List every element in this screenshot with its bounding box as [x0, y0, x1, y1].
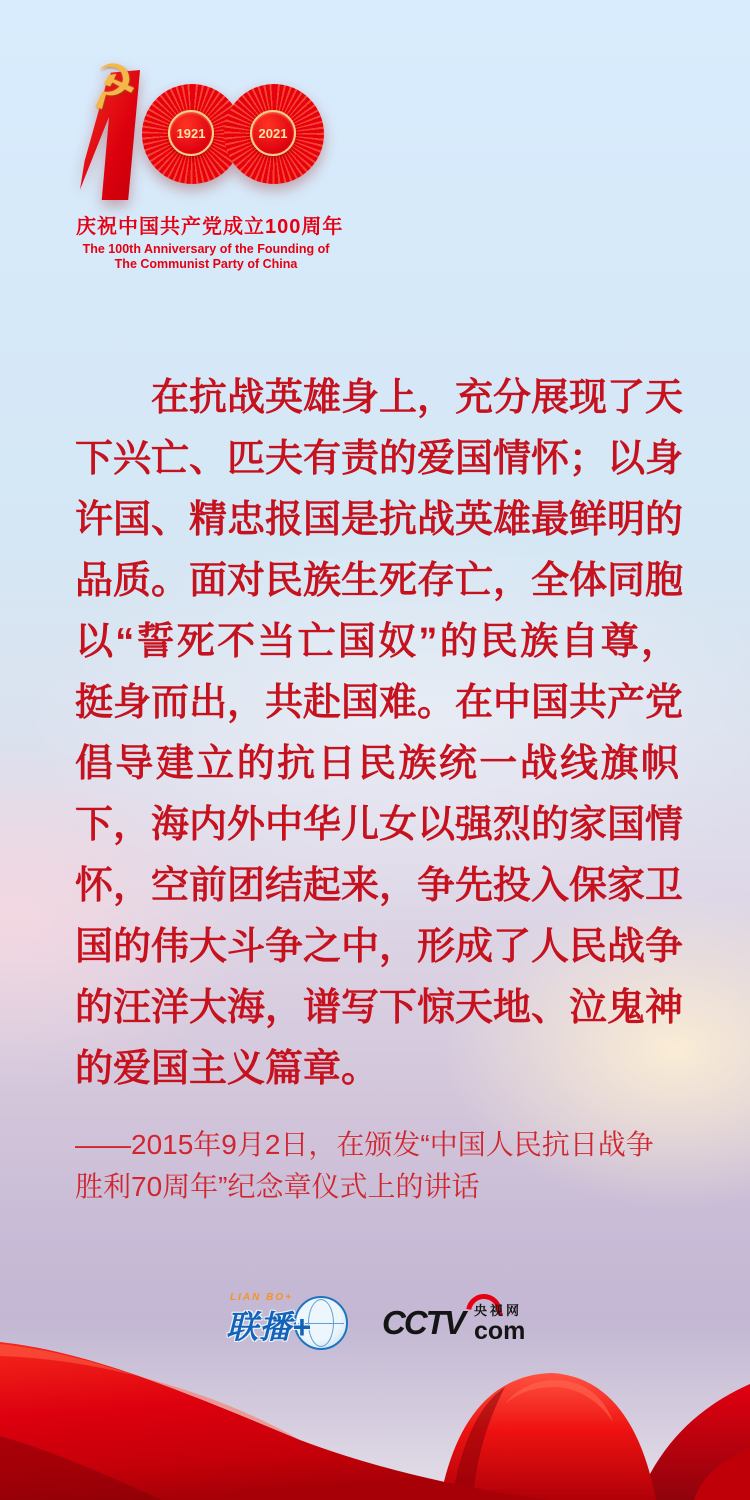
logo-title-cn: 庆祝中国共产党成立100周年: [76, 216, 344, 238]
year-1921-label: 1921: [176, 125, 206, 141]
lianbo-wordmark: 联播+: [226, 1309, 312, 1345]
quote-line: 下兴亡、匹夫有责的爱国情怀；以身: [75, 438, 684, 480]
red-silk-ribbon: [0, 1332, 750, 1500]
quote-line: 在抗战英雄身上，充分展现了天: [151, 377, 684, 419]
logo-title-en: [76, 242, 336, 272]
year-disc-1921: [168, 110, 214, 156]
year-2021-label: 2021: [258, 125, 288, 141]
quote-line: 品质。面对民族生死存亡，全体同胞: [75, 560, 684, 602]
cctv-site-name-cn: 央视网: [474, 1303, 523, 1318]
lianbo-tagline: LIAN BO+: [230, 1292, 293, 1303]
quote-line: 以“誓死不当亡国奴”的民族自尊，: [75, 621, 679, 663]
cctv-wordmark: CCTV: [382, 1304, 464, 1341]
year-disc-2021: [250, 110, 296, 156]
logo-title-en-line1: The 100th Anniversary of the Founding of: [82, 242, 330, 256]
quote-line: 的爱国主义篇章。: [75, 1048, 380, 1090]
cctv-domain: com: [474, 1317, 526, 1345]
quote-line: 国的伟大斗争之中，形成了人民战争: [75, 926, 684, 968]
attribution-line1: ——2015年9月2日，在颁发“中国人民抗日战争: [75, 1129, 654, 1160]
quote-block: [75, 368, 684, 1100]
quote-attribution: [75, 1124, 691, 1208]
quote-line: 挺身而出，共赴国难。在中国共产党: [75, 682, 684, 724]
quote-line: 怀，空前团结起来，争先投入保家卫: [75, 865, 684, 907]
logo-title-en-line2: The Communist Party of China: [114, 257, 298, 271]
quote-line: 许国、精忠报国是抗战英雄最鲜明的: [75, 499, 684, 541]
attribution-line2: 胜利70周年”纪念章仪式上的讲话: [75, 1171, 480, 1202]
quote-line: 的汪洋大海，谱写下惊天地、泣鬼神: [75, 987, 684, 1029]
quote-line: 下，海内外中华儿女以强烈的家国情: [75, 804, 684, 846]
cpc-100-logo-block: [76, 48, 344, 271]
cpc-100-emblem: [76, 48, 336, 206]
hammer-sickle-icon: ☭: [78, 48, 145, 125]
quote-line: 倡导建立的抗日民族统一战线旗帜: [75, 743, 679, 785]
